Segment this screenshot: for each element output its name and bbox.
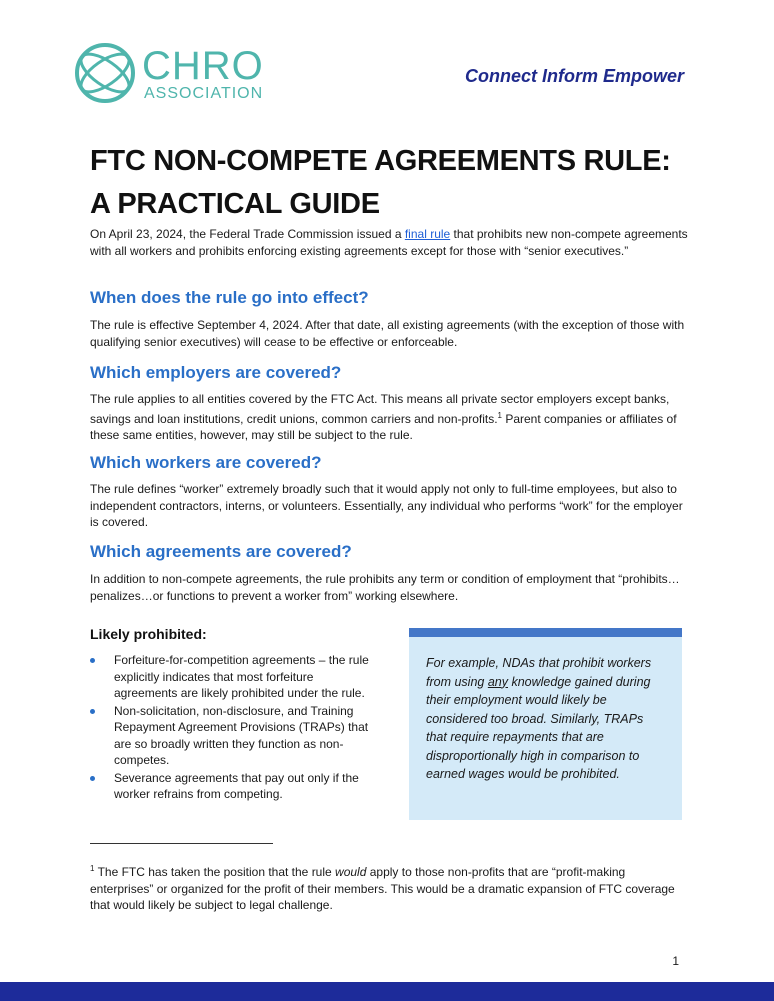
section-body-employers xyxy=(90,391,690,444)
chro-association-logo xyxy=(72,40,292,106)
list-item xyxy=(90,652,370,702)
bullet-icon xyxy=(90,709,95,714)
bullet-icon xyxy=(90,776,95,781)
list-item xyxy=(90,703,370,769)
list-item-text: Non-solicitation, non-disclosure, and Training Repayment Agreement Provisions (TRAPs) that are so broadly written they function as non-competes. xyxy=(114,703,369,767)
section-body-agreements: In addition to non-compete agreements, the rule prohibits any term or condition of employment that “prohibits…penalizes…or functions to prevent a worker from” working elsewhere. xyxy=(90,572,680,603)
page-title xyxy=(90,140,690,226)
likely-prohibited-list xyxy=(90,652,370,804)
likely-prohibited-heading: Likely prohibited: xyxy=(90,626,207,642)
list-item-text: Forfeiture-for-competition agreements – the rule explicitly indicates that most forfeiture agreements are likely prohibited under the rule. xyxy=(114,653,369,700)
list-item-text: Severance agreements that pay out only if the worker refrains from competing. xyxy=(114,770,359,801)
footer-bar xyxy=(0,982,774,1001)
tagline: Connect Inform Empower xyxy=(464,66,684,86)
section-body-workers: The rule defines “worker” extremely broadly such that it would apply not only to full-time employees, but also to independent contractors, interns, or volunteers. Essentially, any individual who performs “work” for the employer is covered. xyxy=(90,482,683,529)
footnote xyxy=(90,861,680,914)
section-heading-agreements: Which agreements are covered? xyxy=(90,542,352,561)
list-item xyxy=(90,770,370,803)
intro-text-after: that prohibits new non-compete agreements with all workers and prohibits enforcing existing agreements except for those with “senior executives.” xyxy=(90,227,688,258)
logo-wordmark: CHRO xyxy=(142,44,264,88)
employers-text: The rule applies to all entities covered by the FTC Act. This means all private sector employers except banks, savings and loan institutions, credit unions, common carriers and non-profits. xyxy=(90,392,670,426)
example-callout-box xyxy=(409,628,682,820)
callout-text-before: For example, NDAs that prohibit workers from using xyxy=(426,656,652,689)
section-heading-effective-date: When does the rule go into effect? xyxy=(90,288,369,307)
title-line-2: A PRACTICAL GUIDE xyxy=(90,188,380,220)
intro-paragraph xyxy=(90,226,690,259)
callout-emphasis: any xyxy=(487,674,508,689)
footnote-mark: 1 xyxy=(90,864,95,873)
callout-text xyxy=(426,654,662,784)
logo-subtitle: ASSOCIATION xyxy=(144,85,264,102)
footnote-text-before: The FTC has taken the position that the rule xyxy=(94,865,336,879)
footnote-emphasis: would xyxy=(335,865,367,879)
intro-text-before: On April 23, 2024, the Federal Trade Commission issued a xyxy=(90,227,405,241)
section-body-effective-date: The rule is effective September 4, 2024. After that date, all existing agreements (with the exception of those with qualifying senior executives) will cease to be effective or enforceable. xyxy=(90,318,685,349)
title-line-1: FTC NON-COMPETE AGREEMENTS RULE: xyxy=(90,145,671,177)
section-heading-workers: Which workers are covered? xyxy=(90,453,322,472)
callout-text-after: knowledge gained during their employment would likely be considered too broad. Similarly, TRAPs that require repayments that are disproportionally high in comparison to earned wages would be prohibited. xyxy=(426,674,651,781)
footnote-text-after: apply to those non-profits that are “profit-making enterprises” or organized for the profit of their members. This would be a dramatic expansion of FTC coverage that would likely be subject to legal challenge. xyxy=(90,865,675,912)
section-heading-employers: Which employers are covered? xyxy=(90,363,342,382)
final-rule-link[interactable]: final rule xyxy=(404,227,451,241)
footnote-reference[interactable]: 1 xyxy=(497,410,502,420)
page-number: 1 xyxy=(672,954,679,968)
employers-text-after: Parent companies or affiliates of these same entities, however, may still be subject to the rule. xyxy=(90,411,677,442)
bullet-icon xyxy=(90,658,95,663)
footnote-divider xyxy=(90,843,273,844)
logo-mark-icon xyxy=(72,40,138,106)
